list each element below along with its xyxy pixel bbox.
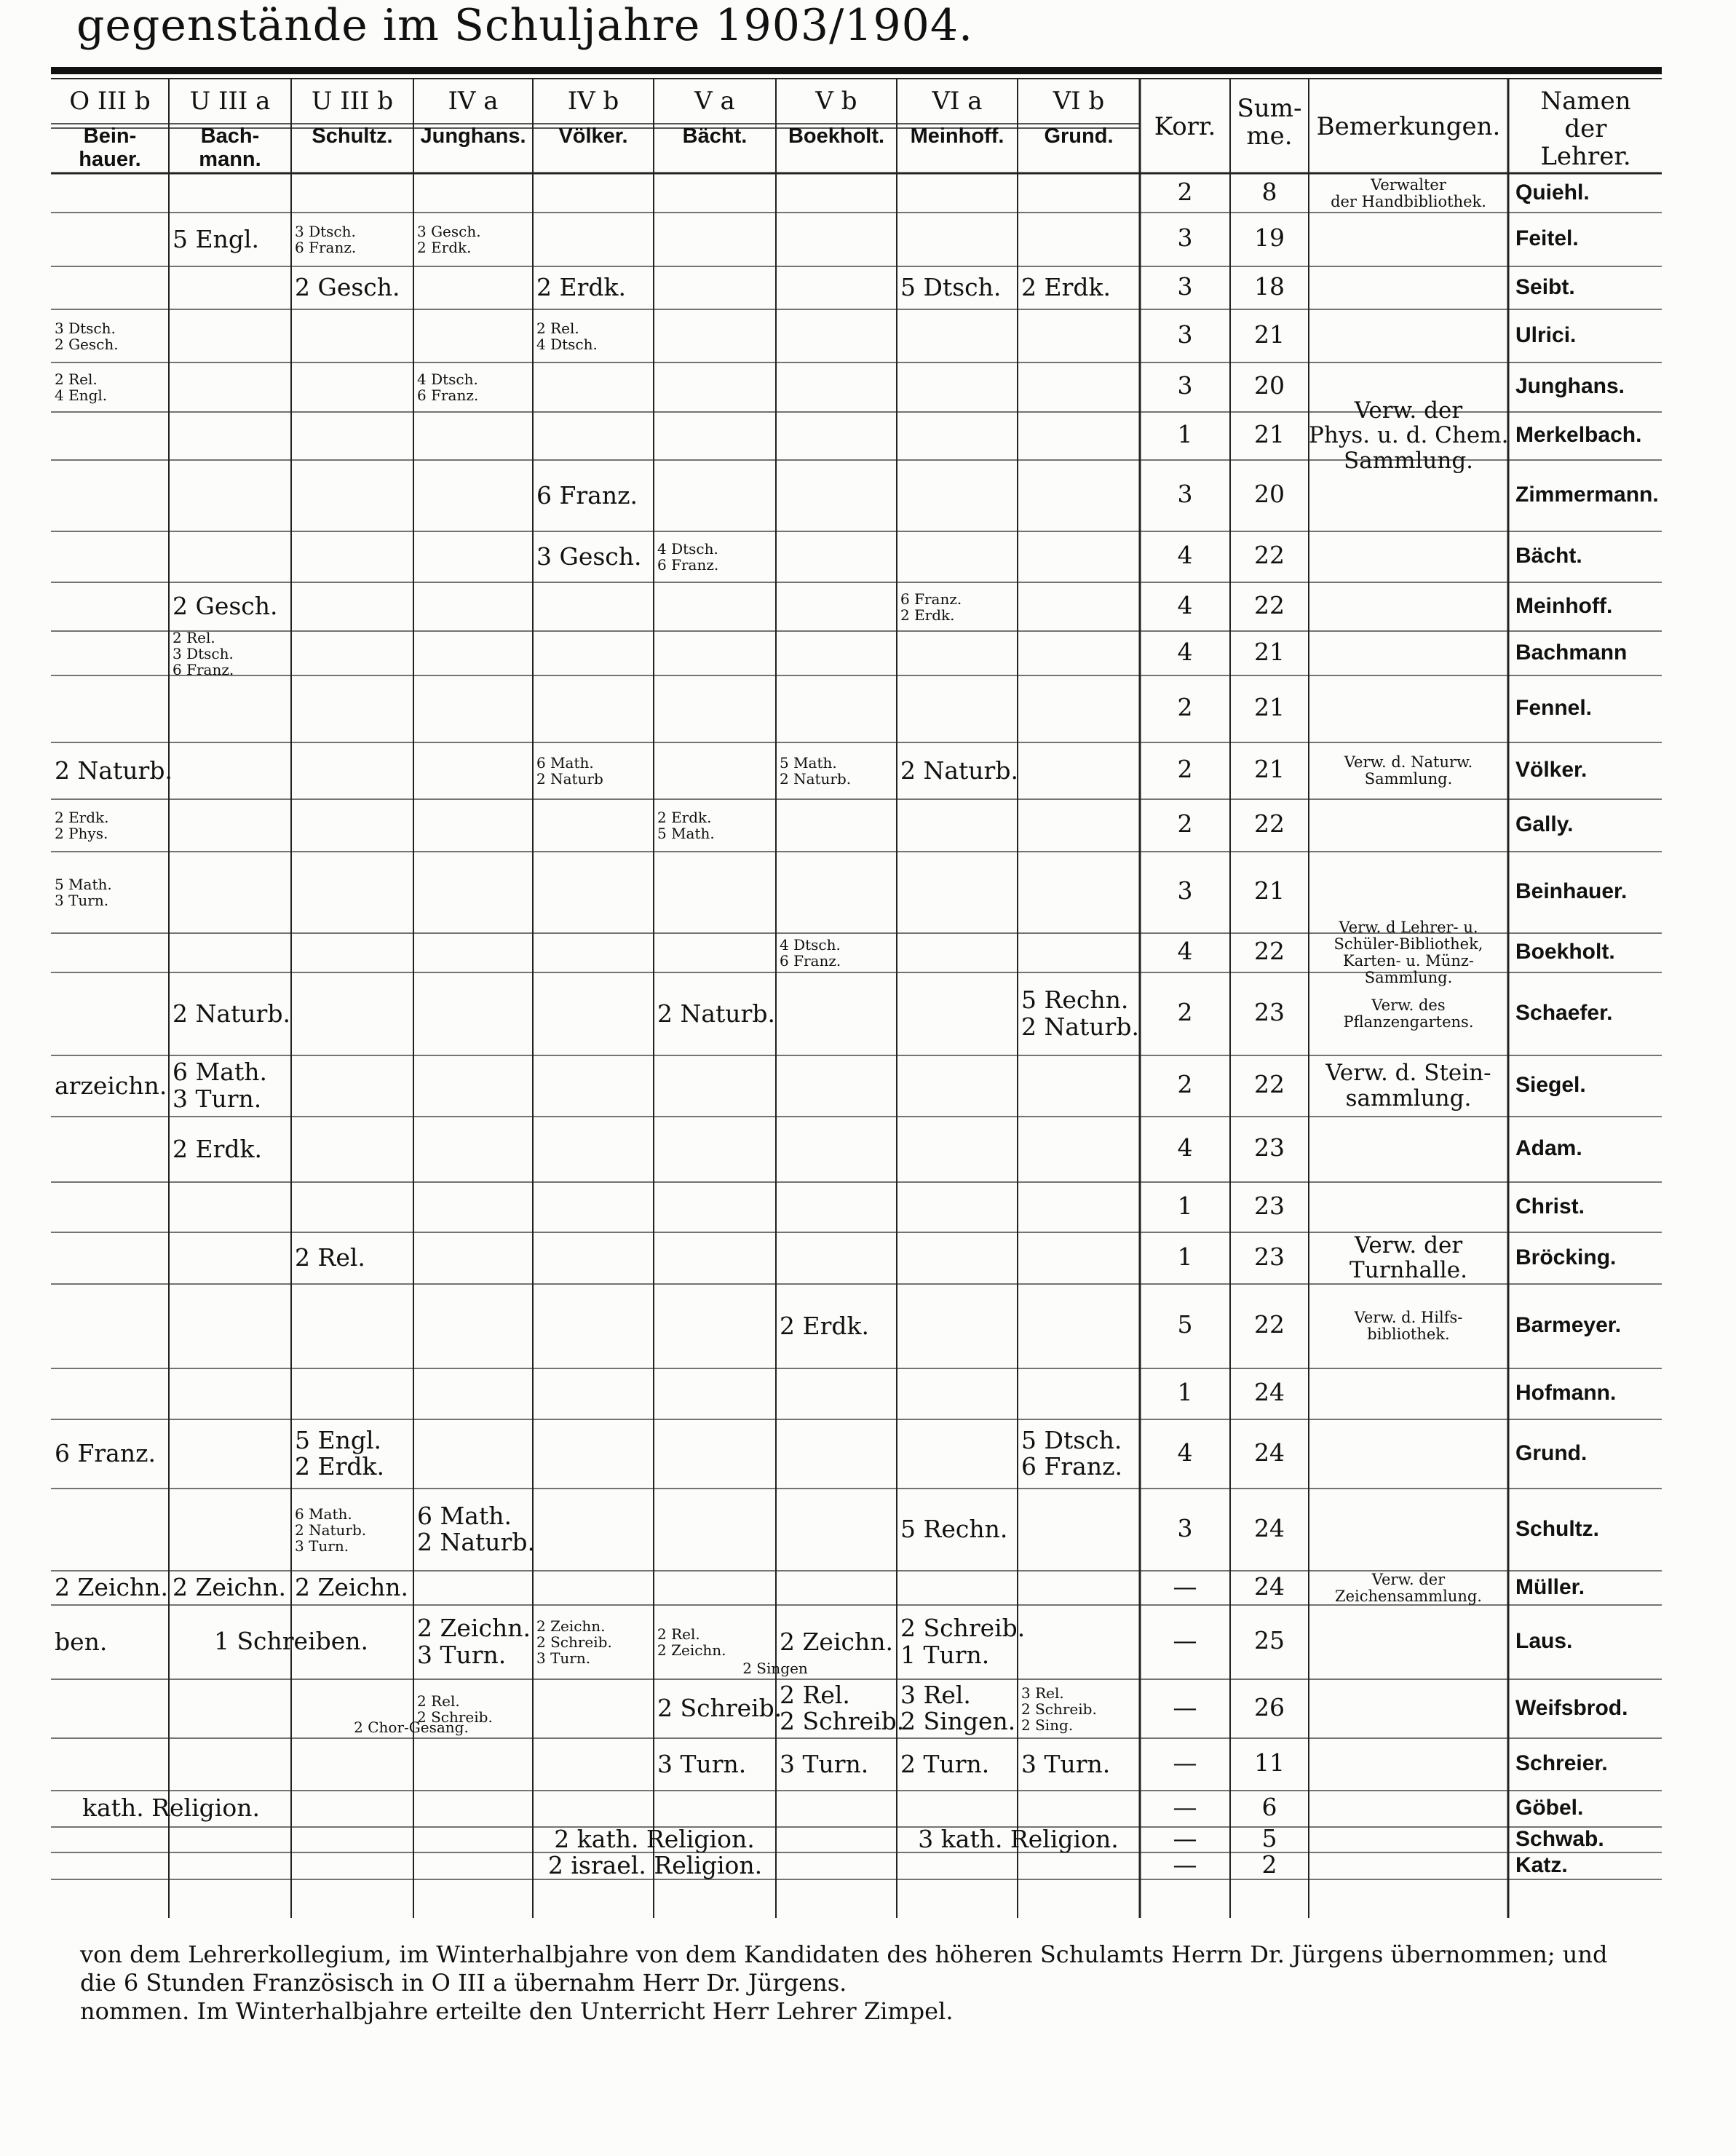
lesson-cell: 6 Math. 2 Naturb [536,754,603,788]
column-teacher: Völker. [558,124,628,148]
lesson-cell: 2 Rel. 2 Schreib. [780,1680,905,1736]
lesson-cell: 2 Erdk. 2 Phys. [55,809,109,842]
teacher-name: Grund. [1515,1440,1588,1465]
column-teacher: Boekholt. [788,124,885,148]
korr-value: 3 [1177,272,1193,301]
teacher-name: Gally. [1515,812,1574,836]
teacher-name: Feitel. [1515,226,1579,250]
spanning-lesson-cell: 1 Schreiben. [213,1627,369,1655]
lesson-cell: 3 Gesch. [536,542,642,571]
korr-value: — [1173,1572,1197,1601]
lesson-cell: 2 Rel. 2 Schreib. [417,1692,493,1726]
lesson-cell: 2 Erdk. 5 Math. [657,809,715,842]
summe-value: 23 [1254,1191,1285,1220]
lesson-cell: 3 Dtsch. 2 Gesch. [55,319,119,353]
summe-value: 21 [1254,637,1285,666]
lesson-cell: 5 Math. 3 Turn. [55,876,112,909]
page-title: gegenstände im Schuljahre 1903/1904. [76,0,974,51]
korr-value: — [1173,1823,1197,1852]
column-header: V b [815,87,857,116]
lesson-cell: 6 Franz. [55,1439,156,1467]
summe-value: 25 [1254,1626,1285,1654]
teacher-name: Göbel. [1515,1796,1584,1820]
teacher-name: Schreier. [1515,1751,1608,1775]
korr-value: 2 [1177,693,1193,721]
column-teacher: Bein- hauer. [79,124,141,171]
teacher-name: Zimmermann. [1515,483,1659,507]
footnote-line: nommen. Im Winterhalbjahre erteilte den Unterricht Herr Lehrer Zimpel. [80,1997,954,2026]
summe-value: 24 [1254,1513,1285,1542]
teacher-name: Quiehl. [1515,181,1590,205]
lesson-cell: 5 Rechn. [900,1515,1008,1543]
lesson-cell: 2 Zeichn. 3 Turn. [417,1614,531,1669]
column-header: Bemerkungen. [1316,112,1501,141]
teacher-name: Seibt. [1515,274,1575,299]
spanning-lesson-cell: 2 kath. Religion. [554,1824,755,1853]
lesson-cell: 2 Naturb. [657,999,775,1028]
summe-value: 22 [1254,1070,1285,1098]
summe-value: 22 [1254,937,1285,965]
title-rule [51,67,1662,74]
korr-value: 4 [1177,637,1193,666]
lesson-cell: 3 Rel. 2 Singen. [900,1680,1016,1736]
teacher-name: Schultz. [1515,1516,1600,1541]
remark: Verw. der Zeichensammlung. [1335,1570,1482,1605]
lesson-cell: 4 Dtsch. 6 Franz. [417,370,479,404]
korr-value: — [1173,1850,1197,1879]
teacher-name: Schaefer. [1515,1001,1613,1025]
korr-value: — [1173,1626,1197,1654]
lesson-cell: 2 Erdk. [173,1134,262,1163]
summe-value: 21 [1254,876,1285,905]
remark: Verw. des Pflanzengartens. [1343,996,1474,1031]
lesson-cell: 2 Zeichn. [295,1573,408,1601]
spanning-lesson-cell: 2 Chor-Gesang. [354,1719,469,1736]
teacher-name: Müller. [1515,1574,1585,1599]
lesson-cell: 2 Rel. 3 Dtsch. 6 Franz. [173,628,234,678]
korr-value: 2 [1177,809,1193,838]
lesson-cell: 2 Rel. 4 Engl. [55,370,108,404]
summe-value: 6 [1261,1793,1277,1821]
lesson-cell: ben. [55,1627,108,1656]
teacher-name: Meinhoff. [1515,593,1613,618]
summe-value: 11 [1254,1748,1285,1777]
teacher-name: Beinhauer. [1515,879,1628,903]
column-header: V a [694,87,735,116]
lesson-cell: 2 Rel. 4 Dtsch. [536,319,598,353]
remark: Verw. d. Stein- sammlung. [1325,1060,1491,1111]
korr-value: 4 [1177,541,1193,569]
teacher-name: Junghans. [1515,374,1625,398]
summe-value: 22 [1254,541,1285,569]
remark: Verw. d Lehrer- u. Schüler-Bibliothek, Karten- u. Münz- Sammlung. [1333,919,1483,987]
korr-value: 1 [1177,420,1193,448]
korr-value: 3 [1177,480,1193,508]
column-header: VI a [932,87,983,116]
korr-value: 2 [1177,1070,1193,1098]
column-header: VI b [1053,87,1105,116]
lesson-cell: 2 Schreib. [657,1694,782,1722]
teacher-name: Bachmann [1515,640,1628,665]
summe-value: 8 [1261,178,1277,206]
korr-value: 4 [1177,937,1193,965]
korr-value: 4 [1177,590,1193,619]
column-teacher: Schultz. [312,124,393,148]
teacher-name: Katz. [1515,1852,1568,1877]
lesson-cell: 5 Dtsch. 6 Franz. [1021,1425,1122,1481]
lesson-cell: 4 Dtsch. 6 Franz. [780,936,841,970]
lesson-cell: 2 Zeichn. [173,1573,286,1601]
column-header: IV a [448,87,499,116]
korr-value: 1 [1177,1242,1193,1271]
korr-value: — [1173,1748,1197,1777]
teacher-name: Fennel. [1515,696,1593,720]
spanning-lesson-cell: 2 Singen [742,1660,808,1677]
lesson-cell: 2 Zeichn. [55,1573,168,1601]
lesson-cell: 6 Math. 2 Naturb. [417,1501,535,1557]
lesson-cell: 2 Erdk. [536,273,626,301]
lesson-cell: 5 Dtsch. [900,273,1002,301]
lesson-cell: 6 Franz. [536,480,638,510]
korr-value: 4 [1177,1133,1193,1162]
korr-value: — [1173,1692,1197,1721]
lesson-cell: 2 Naturb. [55,756,173,785]
footnote-line: die 6 Stunden Französisch in O III a übernahm Herr Dr. Jürgens. [80,1969,847,1997]
summe-value: 21 [1254,320,1285,349]
column-header: IV b [567,87,619,116]
remark: Verw. d. Naturw. Sammlung. [1344,753,1473,788]
summe-value: 26 [1254,1692,1285,1721]
column-teacher: Grund. [1044,124,1114,148]
remark: Verw. d. Hilfs- bibliothek. [1354,1309,1463,1344]
column-header: O III b [69,87,151,116]
lesson-cell: 3 Rel. 2 Schreib. 2 Sing. [1021,1684,1097,1734]
teacher-name: Christ. [1515,1194,1585,1218]
teacher-name: Boekholt. [1515,940,1615,964]
lesson-cell: 2 Turn. [900,1749,990,1778]
korr-value: 3 [1177,371,1193,400]
footnote-line: von dem Lehrerkollegium, im Winterhalbjahre von dem Kandidaten des höheren Schulamts Herrn Dr. Jürgens übernommen; und [80,1941,1608,1968]
teacher-name: Laus. [1515,1629,1573,1653]
teacher-name: Merkelbach. [1515,423,1642,447]
lesson-cell: 4 Dtsch. 6 Franz. [657,540,719,574]
summe-value: 24 [1254,1572,1285,1601]
remark: Verw. der Phys. u. d. Chem. Sammlung. [1309,397,1509,474]
korr-value: 3 [1177,320,1193,349]
teacher-name: Schwab. [1515,1826,1604,1851]
lesson-cell: 2 Naturb. [900,756,1018,785]
lesson-cell: 2 Gesch. [173,592,278,620]
column-teacher: Junghans. [420,124,526,148]
korr-value: 2 [1177,755,1193,783]
lesson-cell: 3 Turn. [1021,1749,1111,1778]
summe-value: 20 [1254,371,1285,400]
column-teacher: Bach- mann. [199,124,261,171]
teacher-name: Adam. [1515,1136,1582,1160]
spanning-lesson-cell: 3 kath. Religion. [918,1824,1119,1853]
lesson-cell: 2 Naturb. [173,999,290,1028]
teacher-name: Völker. [1515,758,1588,782]
lesson-cell: 2 Rel. 2 Zeichn. [657,1625,726,1659]
remark: Verwalter der Handbibliothek. [1331,176,1486,211]
korr-value: — [1173,1793,1197,1821]
summe-value: 23 [1254,1133,1285,1162]
spanning-lesson-cell: 2 israel. Religion. [547,1850,763,1879]
lesson-cell: 2 Erdk. [1021,273,1111,301]
lesson-cell: 6 Math. 2 Naturb. 3 Turn. [295,1505,367,1555]
remark: Verw. der Turnhalle. [1349,1232,1467,1284]
footnotes [80,1941,1667,2026]
summe-value: 23 [1254,998,1285,1026]
summe-value: 2 [1261,1850,1277,1879]
lesson-cell: 6 Franz. 2 Erdk. [900,590,962,624]
lesson-cell: 5 Math. 2 Naturb. [780,754,852,788]
column-header: Korr. [1154,112,1216,141]
lesson-cell: 6 Math. 3 Turn. [173,1058,267,1113]
column-teacher: Bächt. [682,124,748,148]
summe-value: 21 [1254,420,1285,448]
teacher-name: Weifsbrod. [1515,1695,1628,1720]
teacher-name: Ulrici. [1515,322,1577,347]
lesson-cell: arzeichn. [55,1071,167,1100]
column-header: U III b [311,87,394,116]
column-header: U III a [189,87,271,116]
lesson-cell: 3 Turn. [657,1749,747,1778]
lesson-cell: 5 Rechn. 2 Naturb. [1021,986,1139,1041]
summe-value: 24 [1254,1438,1285,1467]
teacher-name: Barmeyer. [1515,1313,1622,1337]
korr-value: 3 [1177,876,1193,905]
lesson-cell: 3 Gesch. 2 Erdk. [417,223,481,256]
teacher-name: Bächt. [1515,544,1582,568]
summe-value: 22 [1254,1310,1285,1339]
lesson-cell: 2 Zeichn. [780,1627,893,1656]
summe-value: 21 [1254,755,1285,783]
summe-value: 20 [1254,480,1285,508]
teacher-name: Bröcking. [1515,1245,1617,1269]
lesson-cell: 2 Gesch. [295,273,400,301]
korr-value: 2 [1177,998,1193,1026]
lesson-cell: 2 Schreib. 1 Turn. [900,1614,1026,1669]
korr-value: 1 [1177,1378,1193,1406]
korr-value: 2 [1177,178,1193,206]
column-teacher: Meinhoff. [910,124,1004,148]
lesson-cell: 5 Engl. [173,224,259,253]
lesson-cell: 2 Zeichn. 2 Schreib. 3 Turn. [536,1617,612,1667]
korr-value: 3 [1177,223,1193,252]
summe-value: 18 [1254,272,1285,301]
summe-value: 5 [1261,1823,1277,1852]
lesson-cell: 2 Erdk. [780,1311,869,1340]
summe-value: 23 [1254,1242,1285,1271]
summe-value: 22 [1254,590,1285,619]
lesson-cell: 3 Turn. [780,1749,869,1778]
spanning-lesson-cell: kath. Religion. [82,1794,260,1822]
korr-value: 4 [1177,1438,1193,1467]
lesson-cell: 3 Dtsch. 6 Franz. [295,223,357,256]
lesson-cell: 5 Engl. 2 Erdk. [295,1425,384,1481]
korr-value: 1 [1177,1191,1193,1220]
summe-value: 24 [1254,1378,1285,1406]
summe-value: 22 [1254,809,1285,838]
korr-value: 5 [1177,1310,1193,1339]
column-header: Sum- me. [1237,94,1302,151]
summe-value: 21 [1254,693,1285,721]
korr-value: 3 [1177,1513,1193,1542]
teacher-name: Siegel. [1515,1073,1586,1097]
teacher-name: Hofmann. [1515,1381,1617,1405]
column-header: Namen der Lehrer. [1540,87,1631,172]
lesson-cell: 2 Rel. [295,1243,365,1272]
summe-value: 19 [1254,223,1285,252]
